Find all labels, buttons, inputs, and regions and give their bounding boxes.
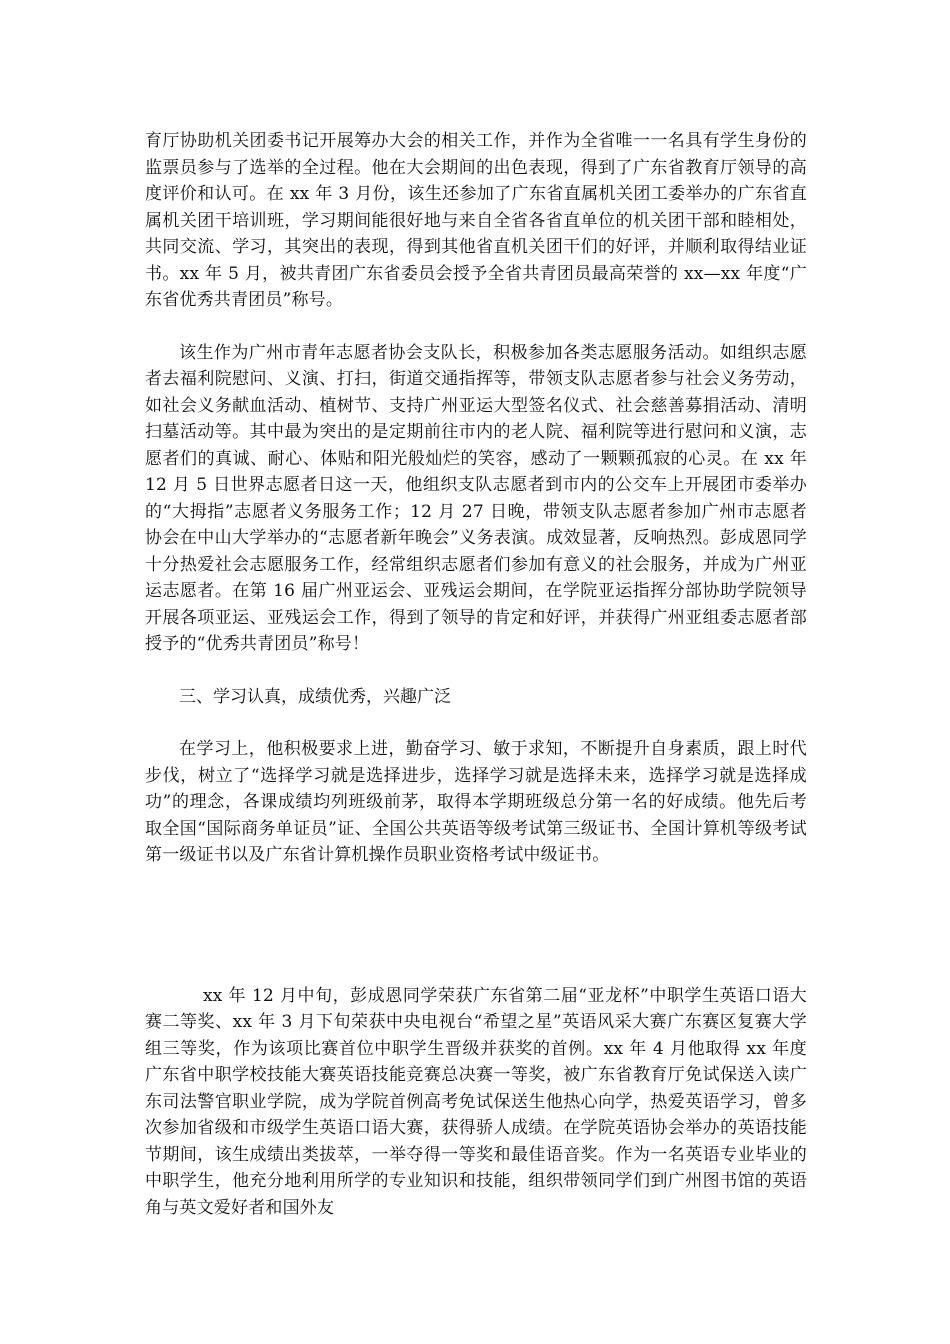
document-body — [145, 128, 807, 1221]
paragraph-spacer — [145, 658, 807, 684]
paragraph-volunteer-work: 该生作为广州市青年志愿者协会支队长，积极参加各类志愿服务活动。如组织志愿者去福利院慰问、义演、打扫，街道交通指挥等，带领支队志愿者参与社会义务劳动，如社会义务献血活动、植树节、支持广州亚运大型签名仪式、社会慈善募捐活动、清明扫墓活动等。其中最为突出的是定期前往市内的老人院、福利院等进行慰问和义演，志愿者们的真诚、耐心、体贴和阳光般灿烂的笑容，感动了一颗颗孤寂的心灵。在 xx 年 12 月 5 日世界志愿者日这一天，他组织支队志愿者到市内的公交车上开展团市委举办的“大拇指”志愿者义务服务工作；12 月 27 日晚，带领支队志愿者参加广州市志愿者协会在中山大学举办的“志愿者新年晚会”义务表演。成效显著，反响热烈。彭成恩同学十分热爱社会志愿服务工作，经常组织志愿者们参加有意义的社会服务，并成为广州亚运志愿者。在第 16 届广州亚运会、亚残运会期间，在学院亚运指挥分部协助学院领导开展各项亚运、亚残运会工作，得到了领导的肯定和好评，并获得广州亚组委志愿者部授予的“优秀共青团员”称号！ — [145, 342, 807, 654]
paragraph-party-work: 育厅协助机关团委书记开展筹办大会的相关工作，并作为全省唯一一名具有学生身份的监票员参与了选举的全过程。他在大会期间的出色表现，得到了广东省教育厅领导的高度评价和认可。在 xx 年 3 月份，该生还参加了广东省直属机关团工委举办的广东省直属机关团干培训班，学习期间能很好地与来自全省各省直单位的机关团干部和睦相处，共同交流、学习，其突出的表现，得到其他省直机关团干们的好评，并顺利取得结业证书。xx 年 5 月，被共青团广东省委员会授予全省共青团员最高荣誉的 xx—xx 年度“广东省优秀共青团员”称号。 — [145, 131, 807, 310]
paragraph-study: 在学习上，他积极要求上进，勤奋学习、敏于求知，不断提升自身素质，跟上时代步伐，树立了“选择学习就是选择进步，选择学习就是选择未来，选择学习就是选择成功”的理念，各课成绩均列班级前茅，取得本学期班级总分第一名的好成绩。他先后考取全国“国际商务单证员”证、全国公共英语等级考试第三级证书、全国计算机等级考试第一级证书以及广东省计算机操作员职业资格考试中级证书。 — [145, 739, 807, 865]
blank-space — [145, 869, 807, 983]
section-heading: 三、学习认真，成绩优秀，兴趣广泛 — [179, 686, 451, 707]
paragraph-english-awards: xx 年 12 月中旬，彭成恩同学荣获广东省第二届“亚龙杯”中职学生英语口语大赛二等奖、xx 年 3 月下旬荣获中央电视台“希望之星”英语风采大赛广东赛区复赛大学组三等奖，作为该项比赛首位中职学生晋级并获奖的首例。xx 年 4 月他取得 xx 年度广东省中职学校技能大赛英语技能竞赛总决赛一等奖，被广东省教育厅免试保送入读广东司法警官职业学院，成为学院首例高考免试保送生他热心向学，热爱英语学习，曾多次参加省级和市级学生英语口语大赛，获得骄人成绩。在学院英语协会举办的英语技能节期间，该生成绩出类拔萃，一举夺得一等奖和最佳语音奖。作为一名英语专业毕业的中职学生，他充分地利用所学的专业知识和技能，组织带领同学们到广州图书馆的英语角与英文爱好者和国外友 — [145, 985, 807, 1218]
paragraph-spacer — [145, 710, 807, 736]
paragraph-spacer — [145, 314, 807, 340]
